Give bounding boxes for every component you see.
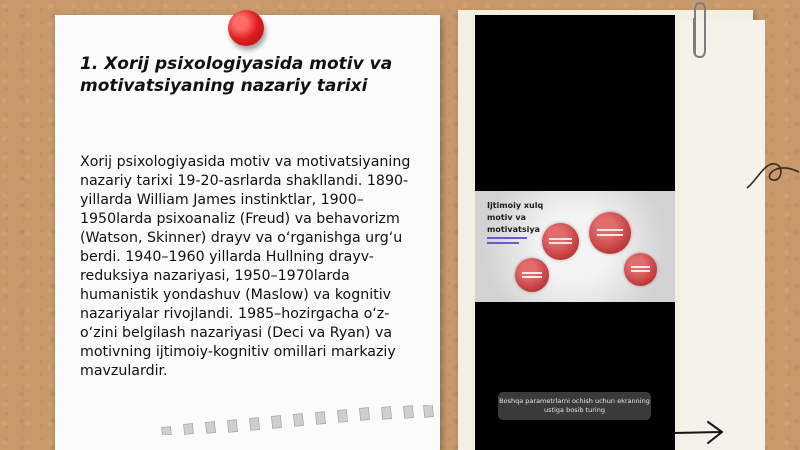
note-title: 1. Xorij psixologiyasida motiv va motivatsiyaning nazariy tarixi (80, 54, 393, 96)
hint-toast: Boshqa parametrlarni ochish uchun ekranning ustiga bosib turing (498, 392, 651, 420)
slide-title: Ijtimoiy xulq motiv va motivatsiya (487, 201, 544, 234)
presentation-slide[interactable] (475, 191, 675, 302)
note-body: Xorij psixologiyasida motiv va motivatsiyaning nazariy tarixi 19-20-asrlarda shakllandi. 1890-yillarda William James instinktlar, 1900–1950larda psixoanaliz (Freud) va behavorizm (Watson, Skinner) drayv va o‘rganishga urg‘u berdi. 1940–1960 yillarda Hullning drayv-reduksiya nazariyasi, 1950–1970larda humanistik yondashuv (Maslow) va kognitiv nazariyalar rivojlandi. 1985–hozirgacha o‘z-o‘zini belgilash nazariyasi (Deci va Ryan) va motivning ijtimoiy-kognitiv omillari markaziy mavzulardir. (80, 154, 411, 379)
squiggle-decoration (745, 150, 800, 205)
bubble (624, 253, 657, 286)
paperclip-icon (688, 0, 712, 62)
arrow-right-icon (672, 418, 727, 446)
slide-underline (487, 237, 527, 239)
pushpin-icon (228, 10, 264, 46)
bubble (515, 258, 549, 292)
slide-underline (487, 242, 519, 244)
notebook-spiral (160, 405, 440, 435)
right-paper-underlay (680, 20, 765, 450)
bubble (589, 212, 631, 254)
bubble (542, 223, 579, 260)
